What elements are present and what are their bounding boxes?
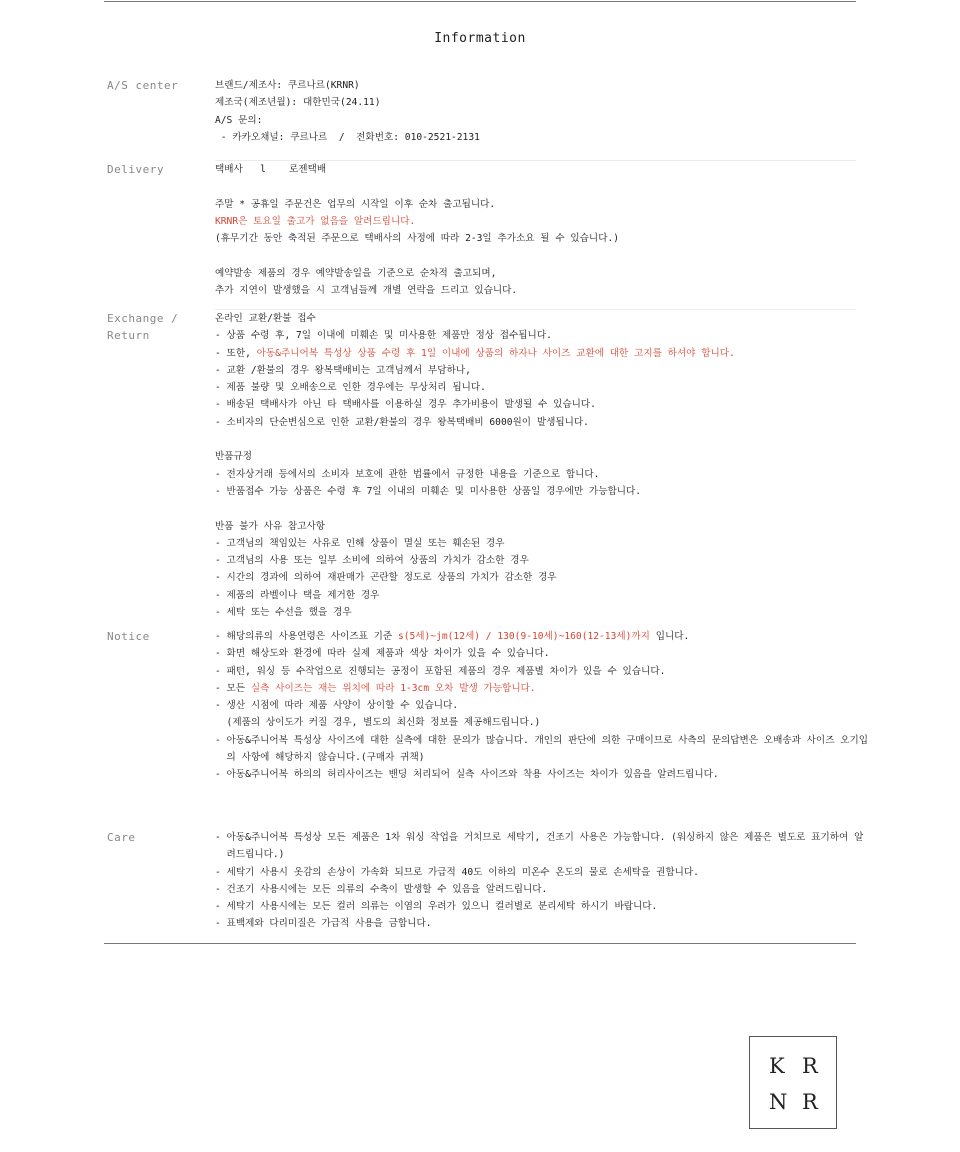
list-item: - 건조기 사용시에는 모든 의류의 수축이 발생할 수 있음을 알려드립니다.: [215, 883, 548, 895]
list-item: [215, 628, 856, 645]
logo-letter: R: [802, 1090, 818, 1114]
exchange-label: Exchange / Return: [107, 312, 179, 343]
page-title: Information: [434, 31, 526, 46]
list-item: - 반품접수 가능 상품은 수령 후 7일 이내의 미훼손 및 미사용한 상품일 경우에만 가능합니다.: [215, 485, 642, 497]
list-item: - 세탁기 사용시에는 모든 컬러 의류는 이염의 우려가 있으니 컬러별로 분리세탁 하시기 바랍니다.: [215, 901, 658, 913]
logo-letter: R: [802, 1054, 818, 1078]
list-item: - 표백제와 다리미질은 가급적 사용을 금합니다.: [215, 918, 432, 930]
list-item: - 고객님의 사용 또는 일부 소비에 의하여 상품의 가치가 감소한 경우: [215, 555, 529, 567]
list-item: (제품의 상이도가 커질 경우, 별도의 최신화 정보를 제공해드립니다.): [215, 717, 541, 729]
delivery-text: 주말 * 공휴일 주문건은 업무의 시작일 이후 순차 출고됩니다.: [215, 198, 496, 210]
list-item-prefix: - 해당의류의 사용연령은 사이즈표 기준: [215, 631, 398, 642]
list-item-suffix: 입니다.: [649, 631, 690, 642]
list-item-highlight: 아동&주니어복 특성상 상품 수령 후 1일 이내에 상품의 하자나 사이즈 교환에 대한 고지를 하셔야 합니다.: [256, 347, 735, 359]
list-item: - 아동&주니어복 특성상 사이즈에 대한 실측에 대한 문의가 많습니다. 개인의 판단에 의한 구매이므로 사측의 문의답변은 오배송과 사이즈 오기입: [215, 734, 869, 746]
list-item: - 생산 시점에 따라 제품 사양이 상이할 수 있습니다.: [215, 700, 459, 712]
list-item: - 배송된 택배사가 아닌 타 택배사를 이용하실 경우 추가비용이 발생될 수 있습니다.: [215, 399, 596, 411]
logo-letter: K: [769, 1054, 785, 1078]
delivery-label: Delivery: [107, 163, 164, 176]
krnr-logo: [749, 1036, 837, 1129]
delivery-content: [215, 161, 856, 299]
list-item: - 전자상거래 등에서의 소비자 보호에 관한 법률에서 규정한 내용을 기준으로 합니다.: [215, 468, 600, 480]
exchange-heading: 온라인 교환/환불 접수: [215, 313, 316, 324]
list-item: - 제품의 라벨이나 택을 제거한 경우: [215, 589, 380, 601]
courier-line: 택배사 l 로젠택배: [215, 164, 327, 175]
list-item: [215, 345, 856, 362]
delivery-text: 추가 지연이 발생했을 시 고객님들께 개별 연락을 드리고 있습니다.: [215, 285, 518, 297]
list-item: - 고객님의 책임있는 사유로 인해 상품이 멸실 또는 훼손된 경우: [215, 537, 505, 549]
no-return-heading: 반품 불가 사유 참고사항: [215, 520, 326, 532]
list-item-highlight: s(5세)~jm(12세) / 130(9-10세)~160(12-13세)까지: [397, 631, 650, 642]
as-center-label: A/S center: [107, 79, 179, 92]
care-content: [215, 829, 864, 933]
brand-line: 브랜드/제조사: 쿠르나르(KRNR): [215, 80, 360, 91]
list-item-prefix: - 모든: [215, 682, 251, 694]
list-item: - 상품 수령 후, 7일 이내에 미훼손 및 미사용한 제품만 정상 접수됩니다.: [215, 330, 552, 342]
delivery-highlight: KRNR은 토요일 출고가 없음을 알려드립니다.: [215, 215, 416, 227]
care-label: Care: [107, 831, 136, 844]
bottom-divider: [104, 943, 856, 944]
list-item-highlight: 실측 사이즈는 재는 위치에 따라 1-3cm 오차 발생 가능합니다.: [250, 682, 536, 694]
list-item: [215, 680, 856, 697]
list-item: - 소비자의 단순변심으로 인한 교환/환불의 경우 왕복택배비 6000원이 발생됩니다.: [215, 416, 589, 428]
logo-letter: N: [769, 1090, 788, 1114]
contact-line: - 카카오채널: 쿠르나르 / 전화번호: 010-2521-2131: [215, 131, 480, 143]
list-item: - 교환 /환불의 경우 왕복택배비는 고객님께서 부담하나,: [215, 364, 471, 376]
list-item: - 세탁 또는 수선을 했을 경우: [215, 607, 352, 619]
list-item: - 세탁기 사용시 옷감의 손상이 가속화 되므로 가급적 40도 이하의 미온수 온도의 물로 손세탁을 권합니다.: [215, 866, 699, 878]
exchange-content: [215, 310, 856, 621]
delivery-text: 예약발송 제품의 경우 예약발송일을 기준으로 순차적 출고되며,: [215, 267, 497, 279]
list-item: - 아동&주니어복 특성상 모든 제품은 1차 워싱 작업을 거치므로 세탁기, 건조기 사용은 가능합니다. (워싱하지 않은 제품은 별도로 표기하여 알: [215, 832, 864, 843]
notice-content: [215, 628, 869, 784]
list-item: - 화면 해상도와 환경에 따라 실제 제품과 색상 차이가 있을 수 있습니다.: [215, 648, 550, 660]
origin-line: 제조국(제조년월): 대한민국(24.11): [215, 97, 381, 109]
list-item: 의 사항에 해당하지 않습니다.(구매자 귀책): [215, 752, 425, 764]
as-inquiry-line: A/S 문의:: [215, 114, 263, 126]
list-item: 려드립니다.): [215, 849, 285, 861]
top-divider: [104, 1, 856, 2]
return-policy-heading: 반품규정: [215, 451, 253, 463]
list-item: - 아동&주니어복 하의의 허리사이즈는 밴딩 처리되어 실측 사이즈와 착용 사이즈는 차이가 있음을 알려드립니다.: [215, 769, 719, 781]
list-item: - 시간의 경과에 의하여 재판매가 곤란할 정도로 상품의 가치가 감소한 경우: [215, 572, 557, 584]
list-item-prefix: - 또한,: [215, 347, 257, 359]
list-item: - 제품 불량 및 오배송으로 인한 경우에는 무상처리 됩니다.: [215, 382, 486, 394]
as-center-content: [215, 77, 856, 146]
delivery-text: (휴무기간 동안 축적된 주문으로 택배사의 사정에 따라 2-3일 추가소요 될 수 있습니다.): [215, 233, 620, 245]
list-item: - 패턴, 워싱 등 수작업으로 진행되는 공정이 포함된 제품의 경우 제품별 차이가 있을 수 있습니다.: [215, 665, 666, 677]
notice-label: Notice: [107, 630, 150, 643]
